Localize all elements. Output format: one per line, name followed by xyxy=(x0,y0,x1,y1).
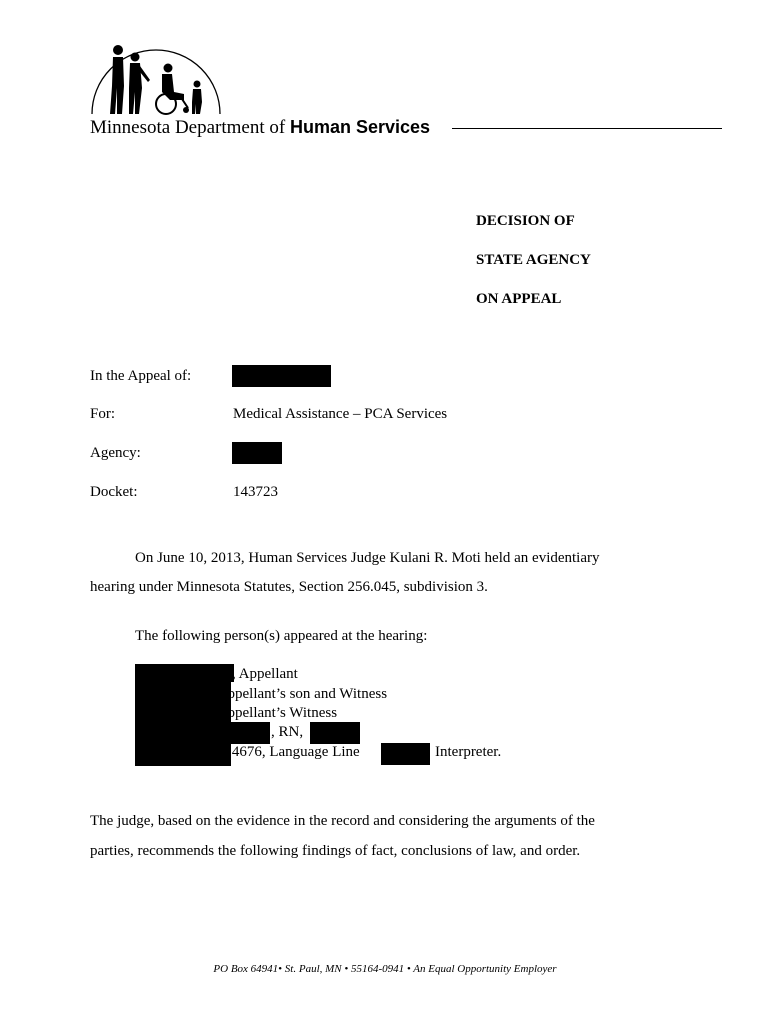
para1-line2: hearing under Minnesota Statutes, Section 256.045, subdivision 3. xyxy=(90,579,488,595)
docket-label: Docket: xyxy=(90,484,138,500)
docket-value: 143723 xyxy=(233,484,278,500)
for-value: Medical Assistance – PCA Services xyxy=(233,406,448,422)
department-name-bold: Human Services xyxy=(289,117,431,137)
redacted-rn-detail xyxy=(310,722,360,744)
header-rule xyxy=(452,128,722,129)
for-label: For: xyxy=(90,406,116,422)
para1-line1: On June 10, 2013, Human Services Judge Kulani R. Moti held an evidentiary xyxy=(135,550,600,566)
para2-line2: parties, recommends the following findings of fact, conclusions of law, and order. xyxy=(90,843,581,859)
para2-line1: The judge, based on the evidence in the record and considering the arguments of the xyxy=(90,813,595,829)
appearance-witness: , Appellant’s Witness xyxy=(210,705,338,721)
agency-label: Agency: xyxy=(90,445,141,461)
redacted-rn-name xyxy=(231,722,270,744)
family-with-wheelchair-icon xyxy=(88,42,224,118)
appearance-rn: , RN, xyxy=(271,724,304,740)
appearance-son-witness: , Appellant’s son and Witness xyxy=(210,686,388,702)
footer-address: PO Box 64941• St. Paul, MN • 55164-0941 • An Equal Opportunity Employer xyxy=(213,963,557,975)
redacted-language xyxy=(381,743,430,765)
title-line-1: DECISION OF xyxy=(476,213,575,229)
redacted-appellant-name xyxy=(232,365,331,387)
appeal-label: In the Appeal of: xyxy=(90,368,192,384)
appearance-appellant: , Appellant xyxy=(232,666,298,682)
department-name-plain: Minnesota Department of xyxy=(90,117,290,138)
department-name xyxy=(90,116,430,139)
title-line-3: ON APPEAL xyxy=(476,291,562,307)
appearance-interpreter-id: ID # 4676, Language Line xyxy=(201,744,360,760)
redacted-agency xyxy=(232,442,282,464)
appearance-interpreter: Interpreter. xyxy=(435,744,502,760)
appearance-intro: The following person(s) appeared at the hearing: xyxy=(135,628,428,644)
title-line-2: STATE AGENCY xyxy=(476,252,591,268)
